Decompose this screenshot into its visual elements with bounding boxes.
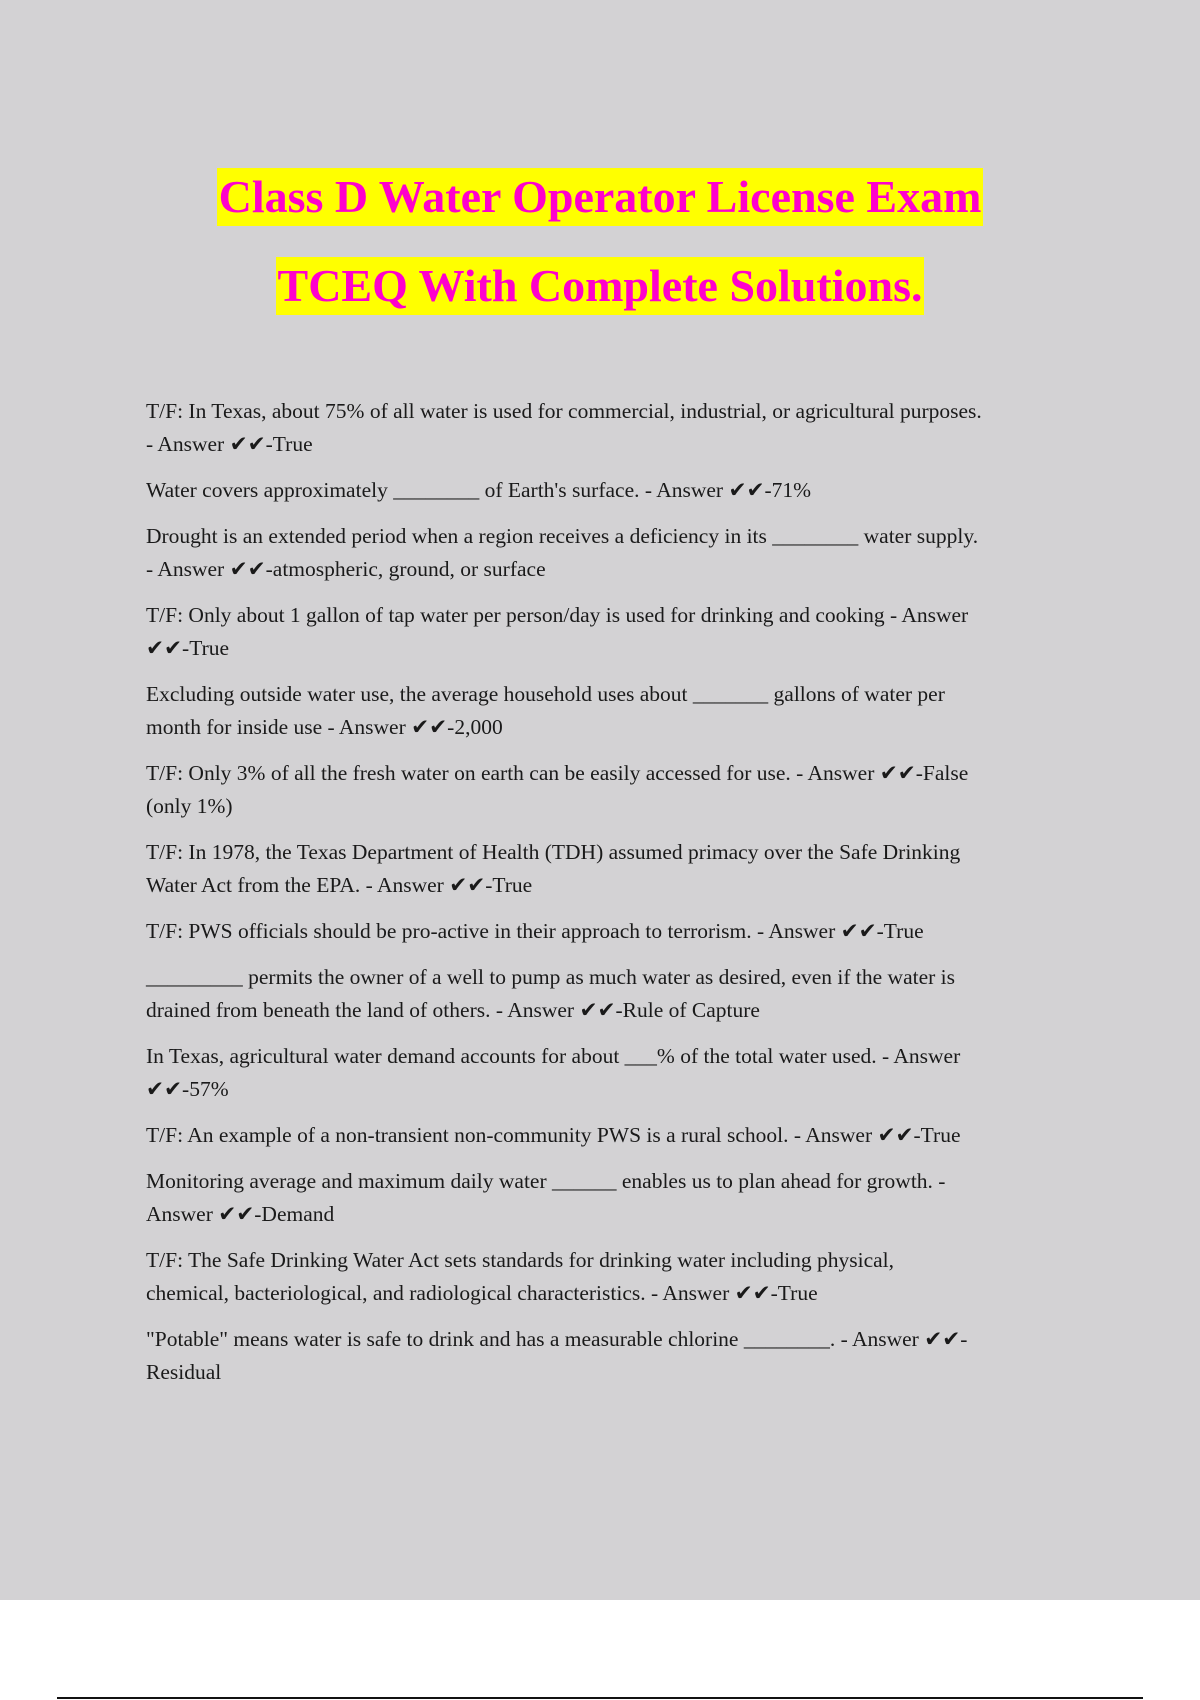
qa-item	[146, 757, 1091, 823]
qa-item	[146, 474, 1091, 507]
qa-line: In Texas, agricultural water demand accounts for about ___% of the total water used. - Answer	[146, 1044, 961, 1068]
question-answer-list	[146, 395, 1091, 1402]
qa-line: T/F: An example of a non-transient non-community PWS is a rural school. - Answer ✔✔-True	[146, 1123, 961, 1147]
qa-line: T/F: PWS officials should be pro-active in their approach to terrorism. - Answer ✔✔-True	[146, 919, 924, 943]
qa-item	[146, 599, 1091, 665]
qa-line: T/F: The Safe Drinking Water Act sets standards for drinking water including physical,	[146, 1248, 895, 1272]
qa-line: chemical, bacteriological, and radiological characteristics. - Answer ✔✔-True	[146, 1281, 818, 1305]
qa-line: (only 1%)	[146, 794, 233, 818]
qa-item	[146, 915, 1091, 948]
qa-item	[146, 678, 1091, 744]
title-line-1: Class D Water Operator License Exam	[217, 168, 984, 226]
qa-line: Excluding outside water use, the average household uses about _______ gallons of water per	[146, 682, 945, 706]
qa-item	[146, 836, 1091, 902]
qa-item	[146, 1323, 1091, 1389]
qa-item	[146, 1119, 1091, 1152]
qa-line: drained from beneath the land of others. - Answer ✔✔-Rule of Capture	[146, 998, 760, 1022]
qa-line: ✔✔-True	[146, 636, 230, 660]
qa-item	[146, 395, 1091, 461]
qa-line: Monitoring average and maximum daily water ______ enables us to plan ahead for growth. -	[146, 1169, 946, 1193]
qa-line: Water covers approximately ________ of Earth's surface. - Answer ✔✔-71%	[146, 478, 812, 502]
qa-line: T/F: Only about 1 gallon of tap water per person/day is used for drinking and cooking - Answer	[146, 603, 969, 627]
qa-line: T/F: In 1978, the Texas Department of Health (TDH) assumed primacy over the Safe Drinking	[146, 840, 961, 864]
qa-line: month for inside use - Answer ✔✔-2,000	[146, 715, 503, 739]
qa-line: Answer ✔✔-Demand	[146, 1202, 335, 1226]
qa-line: Water Act from the EPA. - Answer ✔✔-True	[146, 873, 533, 897]
qa-line: ✔✔-57%	[146, 1077, 229, 1101]
qa-item	[146, 1165, 1091, 1231]
qa-item	[146, 961, 1091, 1027]
qa-item	[146, 1040, 1091, 1106]
qa-item	[146, 1244, 1091, 1310]
qa-line: Drought is an extended period when a region receives a deficiency in its ________ water supply.	[146, 524, 979, 548]
qa-line: Residual	[146, 1360, 222, 1384]
qa-line: - Answer ✔✔-True	[146, 432, 313, 456]
qa-line: T/F: In Texas, about 75% of all water is used for commercial, industrial, or agricultural purposes.	[146, 399, 982, 423]
footer-divider	[57, 1697, 1143, 1699]
qa-line: T/F: Only 3% of all the fresh water on earth can be easily accessed for use. - Answer ✔✔-False	[146, 761, 969, 785]
qa-line: - Answer ✔✔-atmospheric, ground, or surface	[146, 557, 546, 581]
document-title	[0, 168, 1200, 315]
qa-item	[146, 520, 1091, 586]
qa-line: "Potable" means water is safe to drink and has a measurable chlorine ________. - Answer ✔✔-	[146, 1327, 968, 1351]
qa-line: _________ permits the owner of a well to pump as much water as desired, even if the water is	[146, 965, 956, 989]
title-line-2: TCEQ With Complete Solutions.	[276, 257, 925, 315]
